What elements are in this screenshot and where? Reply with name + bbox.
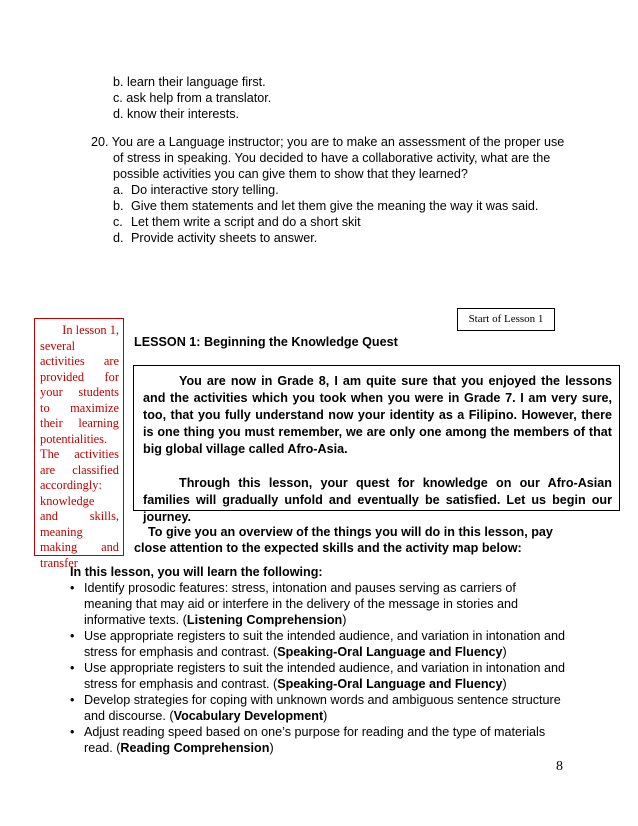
side-note-line: accordingly:	[40, 478, 102, 492]
question-20-option-a: a. Do interactive story telling.	[113, 183, 279, 197]
question-20-line-1: 20. You are a Language instructor; you are to make an assessment of the proper use	[91, 135, 565, 149]
side-note-line: several	[40, 338, 76, 353]
bullet-icon: •	[70, 661, 75, 675]
side-note-line: and skills,	[40, 509, 119, 523]
side-note-line: activities are	[40, 354, 119, 368]
question-20-line-3: possible activities you can give them to show that they learned?	[113, 167, 468, 181]
side-note-line: The activities	[40, 447, 119, 461]
overview-line-2: close attention to the expected skills and the activity map below:	[134, 541, 522, 555]
teacher-side-note	[34, 318, 124, 570]
prev-option-c: c. ask help from a translator.	[113, 91, 272, 105]
prev-option-b: b. learn their language first.	[113, 75, 266, 89]
page-number: 8	[556, 759, 563, 774]
lesson-title: LESSON 1: Beginning the Knowledge Quest	[134, 335, 398, 349]
question-number: 20.	[91, 135, 109, 149]
side-note-line: to maximize	[40, 400, 119, 415]
bullet-icon: •	[70, 693, 75, 707]
overview-line-1: To give you an overview of the things you will do in this lesson, pay	[148, 525, 553, 539]
intro-paragraph-1: You are now in Grade 8, I am quite sure that you enjoyed the lessons and the activities which you took when you were in Grade 7. I am very sure, too, that you fully understand now your identity as a Filipino. However, there is one thing you must remember, we are only one among the members of that big global village called Afro-Asia.	[143, 374, 612, 456]
side-note-line: In lesson 1,	[62, 323, 119, 337]
bullet-icon: •	[70, 629, 75, 643]
start-of-lesson-label: Start of Lesson 1	[457, 308, 555, 331]
question-20-line-2: of stress in speaking. You decided to have a collaborative activity, what are the	[113, 151, 551, 165]
prev-option-d: d. know their interests.	[113, 107, 240, 121]
side-note-line: potentialities.	[40, 431, 108, 446]
side-note-line: are classified	[40, 462, 119, 477]
skill-label: Reading Comprehension	[120, 741, 270, 755]
skill-label: Vocabulary Development	[173, 709, 324, 723]
side-note-line: provided for	[40, 369, 119, 384]
side-note-line: your students	[40, 385, 119, 399]
skill-label: Speaking-Oral Language and Fluency	[277, 677, 503, 691]
side-note-line: their learning	[40, 416, 119, 430]
bullet-icon: •	[70, 581, 75, 595]
skill-label: Listening Comprehension	[186, 613, 343, 627]
side-note-line: transfer	[40, 555, 78, 570]
learn-heading: In this lesson, you will learn the following:	[70, 565, 323, 579]
question-20-option-c: c. Let them write a script and do a short skit	[113, 215, 361, 229]
side-note-line: making and	[40, 540, 119, 554]
side-note-line: knowledge	[40, 493, 95, 508]
question-20-option-b: b. Give them statements and let them give the meaning the way it was said.	[113, 199, 539, 213]
intro-paragraph-2: Through this lesson, your quest for knowledge on our Afro-Asian families will gradually unfold and eventually be satisfied. Let us begin our journey.	[143, 476, 612, 524]
question-20-option-d: d. Provide activity sheets to answer.	[113, 231, 318, 245]
lesson-intro-box	[133, 365, 620, 524]
bullet-icon: •	[70, 725, 75, 739]
skill-label: Speaking-Oral Language and Fluency	[277, 645, 503, 659]
side-note-line: meaning	[40, 524, 83, 539]
